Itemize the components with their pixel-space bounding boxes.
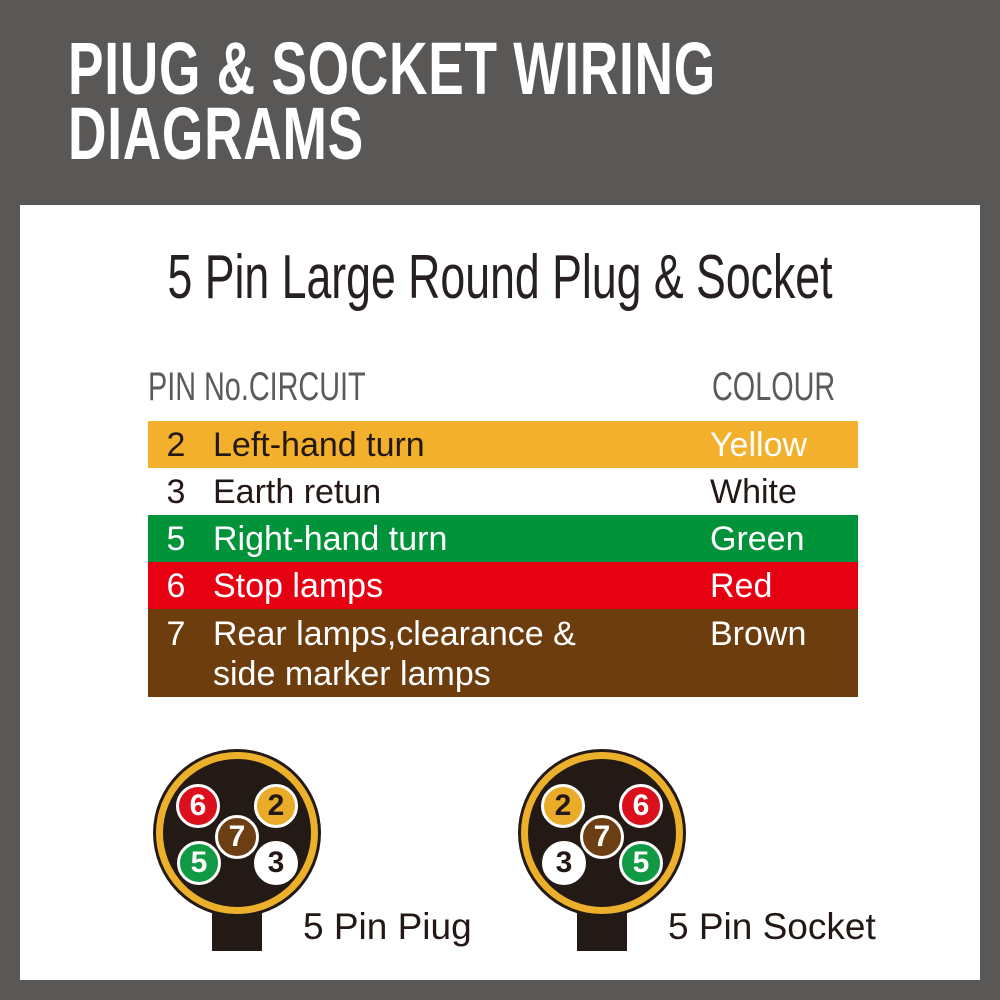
page-title-line1: PIUG & SOCKET WIRING <box>68 27 716 110</box>
pin-number: 5 <box>166 519 186 558</box>
pin-top-right: 6 <box>619 784 663 828</box>
pin-bottom-right: 5 <box>619 841 663 885</box>
column-header-pin-circuit: PIN No.CIRCUIT <box>148 365 366 409</box>
pin-bottom-left: 3 <box>542 841 586 885</box>
wire-colour: White <box>710 472 797 511</box>
pin-top-left: 2 <box>541 784 585 828</box>
table-header <box>148 365 858 421</box>
wire-colour: Brown <box>710 615 807 653</box>
card-heading: 5 Pin Large Round Plug & Socket <box>167 243 833 312</box>
circuit-name: Stop lamps <box>213 566 384 605</box>
pin-center: 7 <box>580 815 624 859</box>
socket-label: 5 Pin Socket <box>668 906 876 947</box>
table-row <box>148 421 858 468</box>
circuit-name-line2: side marker lamps <box>213 655 491 693</box>
page-title-line2: DIAGRAMS <box>68 92 364 175</box>
plug-body <box>153 749 321 917</box>
circuit-name: Earth retun <box>213 472 382 511</box>
socket-diagram <box>518 749 876 947</box>
page-title <box>68 27 716 175</box>
wire-colour: Yellow <box>710 425 808 464</box>
pin-top-left: 6 <box>176 784 220 828</box>
plug-label: 5 Pin Piug <box>303 906 472 947</box>
pin-bottom-left: 5 <box>177 841 221 885</box>
pin-number: 3 <box>166 472 186 511</box>
pin-number: 6 <box>166 566 186 605</box>
wiring-table <box>148 365 858 697</box>
pin-center: 7 <box>215 815 259 859</box>
table-row <box>148 468 858 515</box>
pin-number: 2 <box>166 425 186 464</box>
circuit-name: Left-hand turn <box>213 425 425 464</box>
table-row <box>148 562 858 609</box>
pin-number: 7 <box>166 615 186 653</box>
pin-bottom-right: 3 <box>254 841 298 885</box>
circuit-name: Right-hand turn <box>213 519 448 558</box>
table-row <box>148 515 858 562</box>
circuit-name <box>204 614 710 694</box>
content-card <box>20 205 980 980</box>
column-header-colour: COLOUR <box>712 365 836 409</box>
pin-top-right: 2 <box>254 784 298 828</box>
circuit-name-line1: Rear lamps,clearance & <box>213 615 576 653</box>
wire-colour: Red <box>710 566 773 605</box>
table-row <box>148 609 858 697</box>
socket-body <box>518 749 686 917</box>
plug-diagram <box>153 749 472 947</box>
wire-colour: Green <box>710 519 805 558</box>
